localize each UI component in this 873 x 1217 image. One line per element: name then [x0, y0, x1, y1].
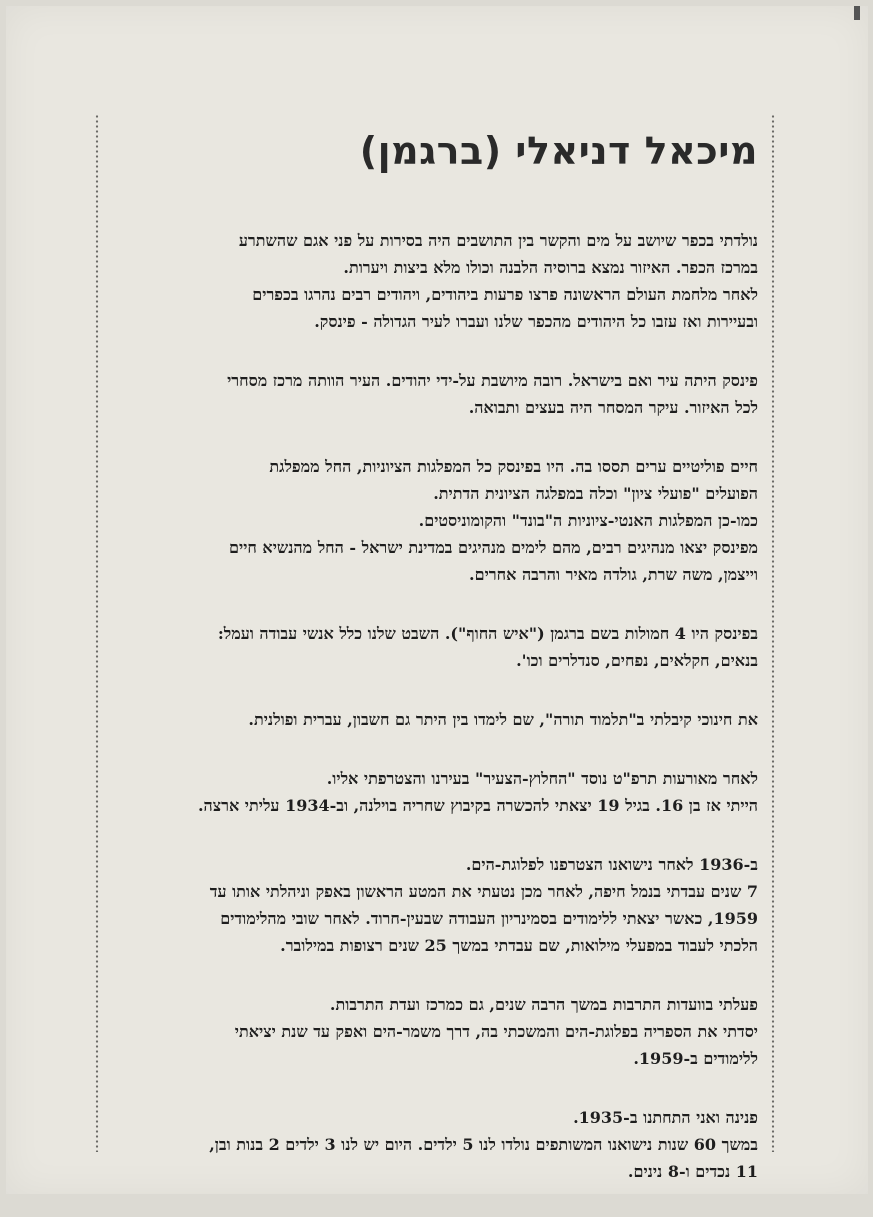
- document-title: מיכאל דניאלי (ברגמן): [359, 129, 758, 173]
- dotted-border-right: [771, 114, 775, 1152]
- paragraph-line: נולדתי בכפר שיושב על מים והקשר בין התושבים היה בסירות על פני אגם שהשתרע: [238, 231, 758, 250]
- paragraph-line: לכל האיזור. עיקר המסחר היה בעצים ותבואה.: [468, 398, 758, 417]
- paragraph-line: בפינסק היו 4 חמולות בשם ברגמן ("איש החוף"). השבט שלנו כלל אנשי עבודה ועמל:: [217, 624, 758, 643]
- paragraph-line: לאחר מלחמת העולם הראשונה פרצו פרעות ביהודים, ויהודים רבים נהרגו בכפרים: [252, 285, 758, 304]
- paragraph: [124, 765, 758, 819]
- paragraph-line: הייתי אז בן 16. בגיל 19 יצאתי להכשרה בקיבוץ שחריה בוילנה, וב-1934 עליתי ארצה.: [197, 796, 758, 815]
- paragraph: [124, 851, 758, 959]
- paragraph-line: פנינה ואני התחתנו ב-1935.: [573, 1108, 758, 1127]
- paragraph: [124, 706, 758, 733]
- paragraph-line: מפינסק יצאו מנהיגים רבים, מהם לימים מנהיגים במדינת ישראל - החל מהנשיא חיים: [229, 538, 758, 557]
- paragraph-line: הלכתי לעבוד במפעלי מילואות, שם עבדתי במשך 25 שנים רצופות במילובר.: [280, 936, 758, 955]
- paragraph: [124, 991, 758, 1072]
- paragraph: [124, 453, 758, 588]
- paragraph-line: ב-1936 לאחר נישואנו הצטרפנו לפלוגת-הים.: [465, 855, 758, 874]
- paragraph-line: חיים פוליטיים ערים תססו בה. היו בפינסק כל המפלגות הציוניות, החל ממפלגת: [269, 457, 758, 476]
- paragraph-line: את חינוכי קיבלתי ב"תלמוד תורה", שם לימדו בין היתר גם חשבון, עברית ופולנית.: [248, 710, 758, 729]
- paragraph: [124, 1104, 758, 1185]
- paragraph-line: הפועלים "פועלי ציון" וכלה במפלגה הציונית הדתית.: [433, 484, 758, 503]
- paragraph: [124, 227, 758, 335]
- document-content: [124, 121, 758, 1217]
- paragraph-line: לאחר מאורעות תרפ"ט נוסד "החלוץ-הצעיר" בעירנו והצטרפתי אליו.: [326, 769, 758, 788]
- paragraph: [124, 620, 758, 674]
- scan-edge-mark: [854, 6, 860, 20]
- document-sheet: [6, 6, 868, 1194]
- dotted-border-left: [95, 114, 99, 1152]
- paragraph-line: יסדתי את הספריה בפלוגת-הים והמשכתי בה, דרך משמר-הים ואפק עד שנת יציאתי: [234, 1022, 758, 1041]
- paragraph-line: במשך 60 שנות נישואנו המשותפים נולדו לנו 5 ילדים. היום יש לנו 3 ילדים 2 בנות ובן,: [209, 1135, 758, 1154]
- paragraph-line: ללימודים ב-1959.: [633, 1049, 758, 1068]
- paragraph-line: ובעיירות ואז עזבו כל היהודים מהכפר שלנו ועברו לעיר הגדולה - פינסק.: [314, 312, 758, 331]
- paragraph-line: פעלתי בוועדות התרבות במשך הרבה שנים, גם כמרכז ועדת התרבות.: [329, 995, 758, 1014]
- paragraphs-container: [124, 227, 758, 1185]
- paragraph-line: כמו-כן המפלגות האנטי-ציוניות ה"בונד" והקומוניסטים.: [418, 511, 758, 530]
- paragraph: [124, 367, 758, 421]
- paragraph-line: 7 שנים עבדתי בנמל חיפה, לאחר מכן נטעתי את המטע הראשון באפק וניהלתי אותו עד: [209, 882, 758, 901]
- paragraph-line: 11 נכדים ו-8 נינים.: [627, 1162, 758, 1181]
- paragraph-line: וייצמן, משה שרת, גולדה מאיר והרבה אחרים.: [469, 565, 758, 584]
- paragraph-line: במרכז הכפר. האיזור נמצא ברוסיה הלבנה וכולו מלא ביצות ויערות.: [343, 258, 758, 277]
- paragraph-line: בנאים, חקלאים, נפחים, סנדלרים וכו'.: [516, 651, 758, 670]
- paragraph-line: פינסק היתה עיר ואם בישראל. רובה מיושבת על-ידי יהודים. העיר הוותה מרכז מסחרי: [227, 371, 758, 390]
- paragraph-line: 1959, כאשר יצאתי ללימודים בסמינריון העבודה שבעין-חרוד. לאחר שובי מהלימודים: [220, 909, 758, 928]
